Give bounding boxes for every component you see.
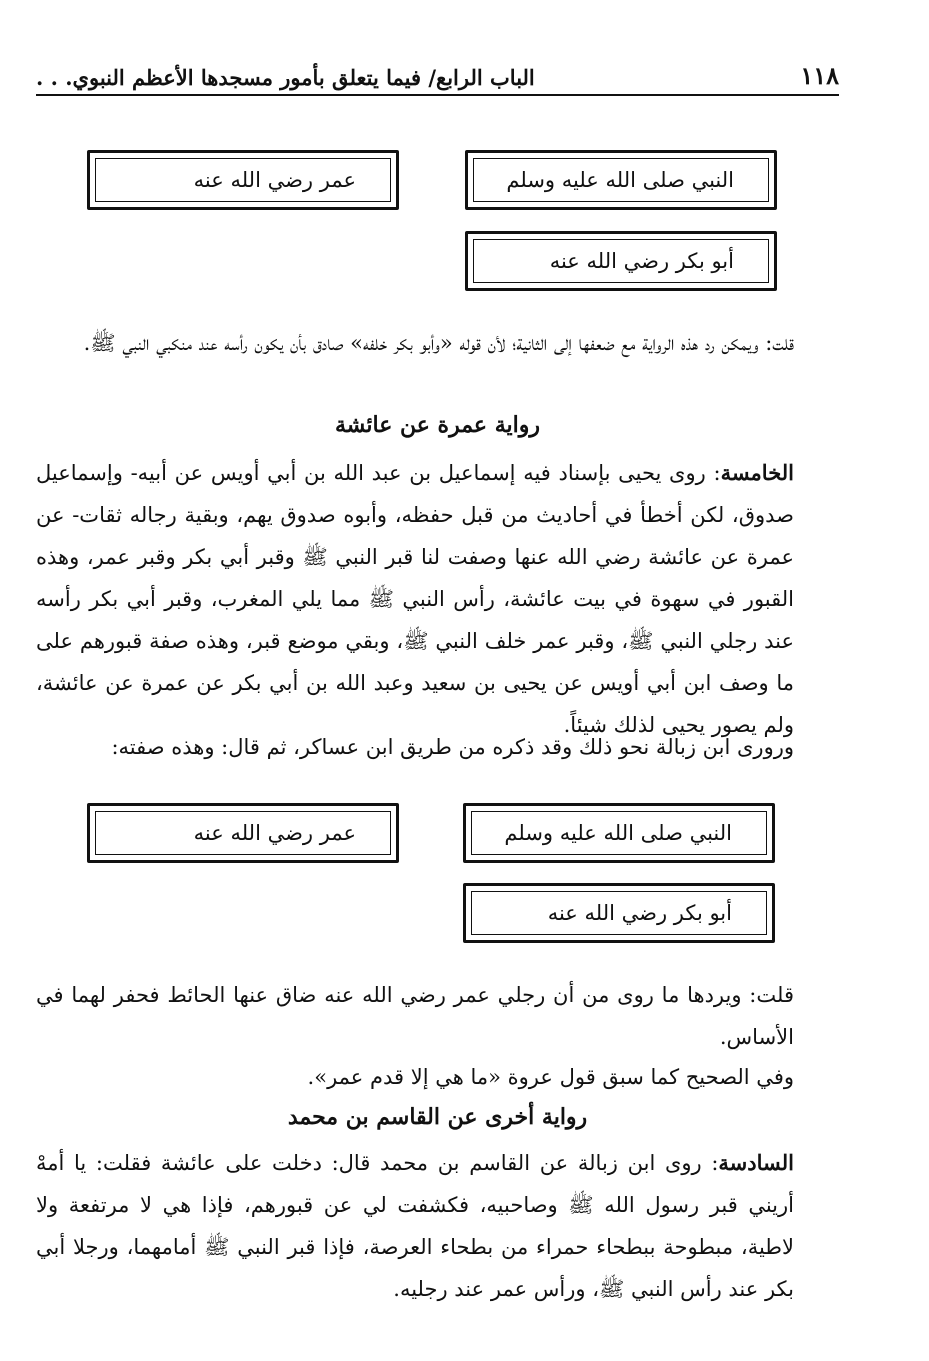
running-header [36,52,839,96]
section-heading-2: رواية أخرى عن القاسم بن محمد [287,1104,588,1130]
abu-bakr-grave-box [463,883,775,943]
prophet-grave-label: النبي صلى الله عليه وسلم [506,168,734,192]
umar-grave-box [87,803,399,863]
paragraph-2: الخامسة: روى يحيى بإسناد فيه إسماعيل بن عبد الله بن أبي أويس عن أبيه- وإسماعيل صدوق، لكن أخطأ في أحاديث من قبل حفظه، وأبوه صدوق يهم، وبقية رجاله ثقات- عن عمرة عن عائشة رضي الله عنها وصفت لنا قبر النبي ﷺ وقبر أبي بكر وقبر عمر، وهذه القبور في سهوة في بيت عائشة، رأس النبي ﷺ مما يلي المغرب، وقبر أبي بكر رأسه عند رجلي النبي ﷺ، وقبر عمر خلف النبي ﷺ، وبقي موضع قبر، وهذه صفة قبورهم على ما وصف ابن أبي أويس عن يحيى بن سعيد وعبد الله بن أبي بكر عن عمرة عن عائشة، ولم يصور يحيى لذلك شيئاً. [36,460,794,737]
paragraph-6: السادسة: روى ابن زبالة عن القاسم بن محمد قال: دخلت على عائشة فقلت: يا أمهْ أريني قبر رسول الله ﷺ وصاحبيه، فكشفت لي عن قبورهم، فإذا هي لا مرتفعة ولا لاطية، مبطوحة ببطحاء حمراء من بطحاء العرصة، فإذا قبر النبي ﷺ أمامهما، ورجلا أبي بكر عند رأس النبي ﷺ، ورأس عمر عند رجليه. [36,1150,794,1301]
section-heading-1: رواية عمرة عن عائشة [334,412,540,438]
paragraph-5: وفي الصحيح كما سبق قول عروة «ما هي إلا قدم عمر». [307,1065,794,1089]
paragraph-1: قلت: ويمكن رد هذه الرواية مع ضعفها إلى الثانية؛ لأن قوله «وأبو بكر خلفه» صادق بأن يكون رأسه عند منكبي النبي ﷺ. [83,331,794,355]
paragraph-3: ورورى ابن زبالة نحو ذلك وقد ذكره من طريق ابن عساكر، ثم قال: وهذه صفته: [111,735,794,759]
paragraph-4: قلت: ويردها ما روى من أن رجلي عمر رضي الله عنه ضاق عنها الحائط فحفر لهما في الأساس. [36,983,794,1049]
prophet-grave-box [465,150,777,210]
page-number: ١١٨ [800,61,839,90]
running-title: الباب الرابع/ فيما يتعلق بأمور مسجدها الأعظم النبوي. . . [36,65,535,90]
umar-grave-label: عمر رضي الله عنه [193,821,356,845]
umar-grave-label: عمر رضي الله عنه [193,168,356,192]
prophet-grave-box [463,803,775,863]
prophet-grave-label: النبي صلى الله عليه وسلم [504,821,732,845]
umar-grave-box [87,150,399,210]
paragraph-lead: الخامسة [720,460,794,485]
abu-bakr-grave-label: أبو بكر رضي الله عنه [549,249,734,273]
paragraph-lead: السادسة [718,1150,794,1175]
abu-bakr-grave-box [465,231,777,291]
abu-bakr-grave-label: أبو بكر رضي الله عنه [547,901,732,925]
